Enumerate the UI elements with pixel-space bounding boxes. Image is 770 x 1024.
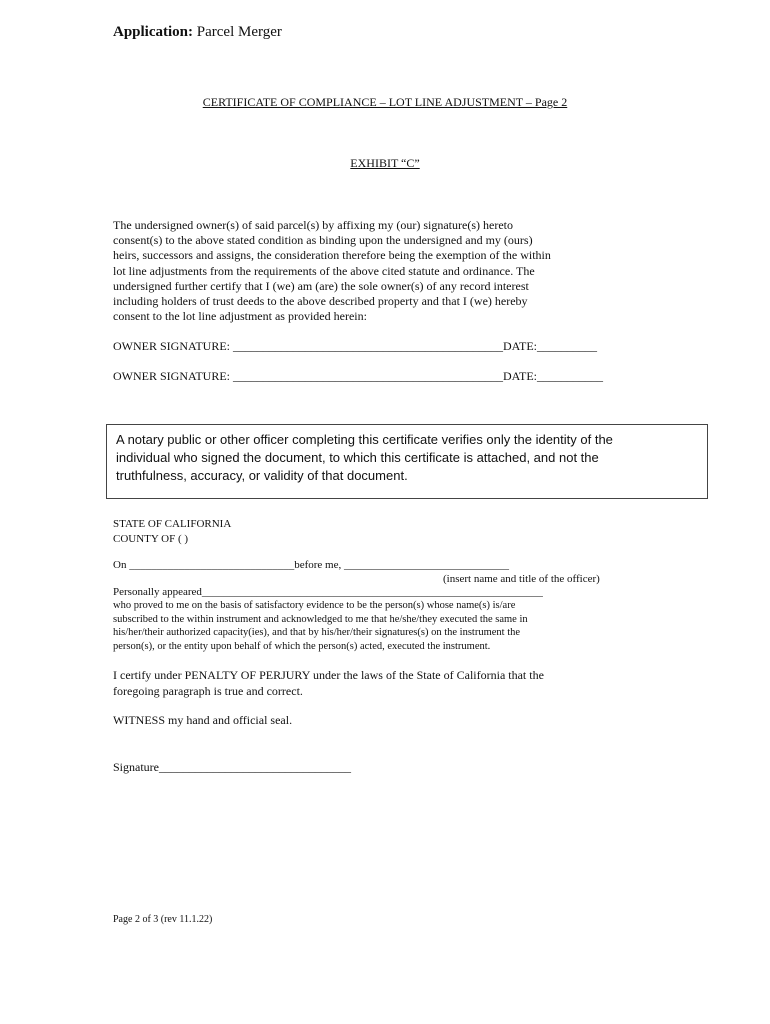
perjury-line: I certify under PENALTY OF PERJURY under the laws of the State of California that the [113,668,544,682]
county-line: COUNTY OF ( ) [113,533,189,545]
notary-line: individual who signed the document, to which this certificate is attached, and not the [116,450,599,465]
consent-line: heirs, successors and assigns, the consideration therefore being the exemption of the within [113,248,551,263]
owner-signature-line-1[interactable]: OWNER SIGNATURE: _____________________________________________DATE:__________ [113,339,597,353]
on-date-line[interactable]: On ______________________________before me, ______________________________ [113,559,509,571]
state-line: STATE OF CALIFORNIA [113,518,232,530]
venue-block [113,517,231,547]
acknowledgment-line: who proved to me on the basis of satisfactory evidence to be the person(s) whose name(s) is/are [113,600,516,611]
acknowledgment-line: subscribed to the within instrument and acknowledged to me that he/she/they executed the same in [113,613,528,625]
document-title: CERTIFICATE OF COMPLIANCE – LOT LINE ADJUSTMENT – Page 2 [202,95,568,109]
owner-signature-line-2[interactable]: OWNER SIGNATURE: _____________________________________________DATE:___________ [113,369,603,383]
consent-line: undersigned further certify that I (we) am (are) the sole owner(s) of any record interest [113,278,529,293]
notary-line: A notary public or other officer completing this certificate verifies only the identity of the [116,432,613,447]
perjury-statement [113,668,544,699]
exhibit-heading: EXHIBIT “C” [350,156,420,170]
page-header [113,24,282,41]
perjury-line: foregoing paragraph is true and correct. [113,683,303,698]
personally-appeared-line[interactable]: Personally appeared______________________________________________________________ [113,586,543,598]
acknowledgment-line: his/her/their authorized capacity(ies), and that by his/her/their signatures(s) on the instrument the [113,627,521,639]
acknowledgment-line: person(s), or the entity upon behalf of which the person(s) acted, executed the instrument. [113,640,491,652]
consent-line: lot line adjustments from the requirements of the above cited statute and ordinance. The [113,263,535,278]
notary-disclaimer-text [116,431,613,485]
acknowledgment-paragraph [113,599,528,653]
page-footer: Page 2 of 3 (rev 11.1.22) [113,914,213,925]
notary-signature-line[interactable]: Signature________________________________ [113,760,351,774]
consent-paragraph [113,218,551,324]
notary-line: truthfulness, accuracy, or validity of that document. [116,468,408,483]
notary-disclaimer-box [106,424,708,499]
insert-officer-note: (insert name and title of the officer) [443,573,600,585]
consent-line: consent(s) to the above stated condition as binding upon the undersigned and my (ours) [113,233,533,248]
consent-line: including holders of trust deeds to the above described property and that I (we) hereby [113,294,528,309]
witness-statement: WITNESS my hand and official seal. [113,713,293,727]
header-value: Parcel Merger [196,24,282,40]
consent-line: consent to the lot line adjustment as provided herein: [113,309,367,324]
consent-line: The undersigned owner(s) of said parcel(s) by affixing my (our) signature(s) hereto [113,218,513,232]
header-label: Application: [113,24,194,40]
